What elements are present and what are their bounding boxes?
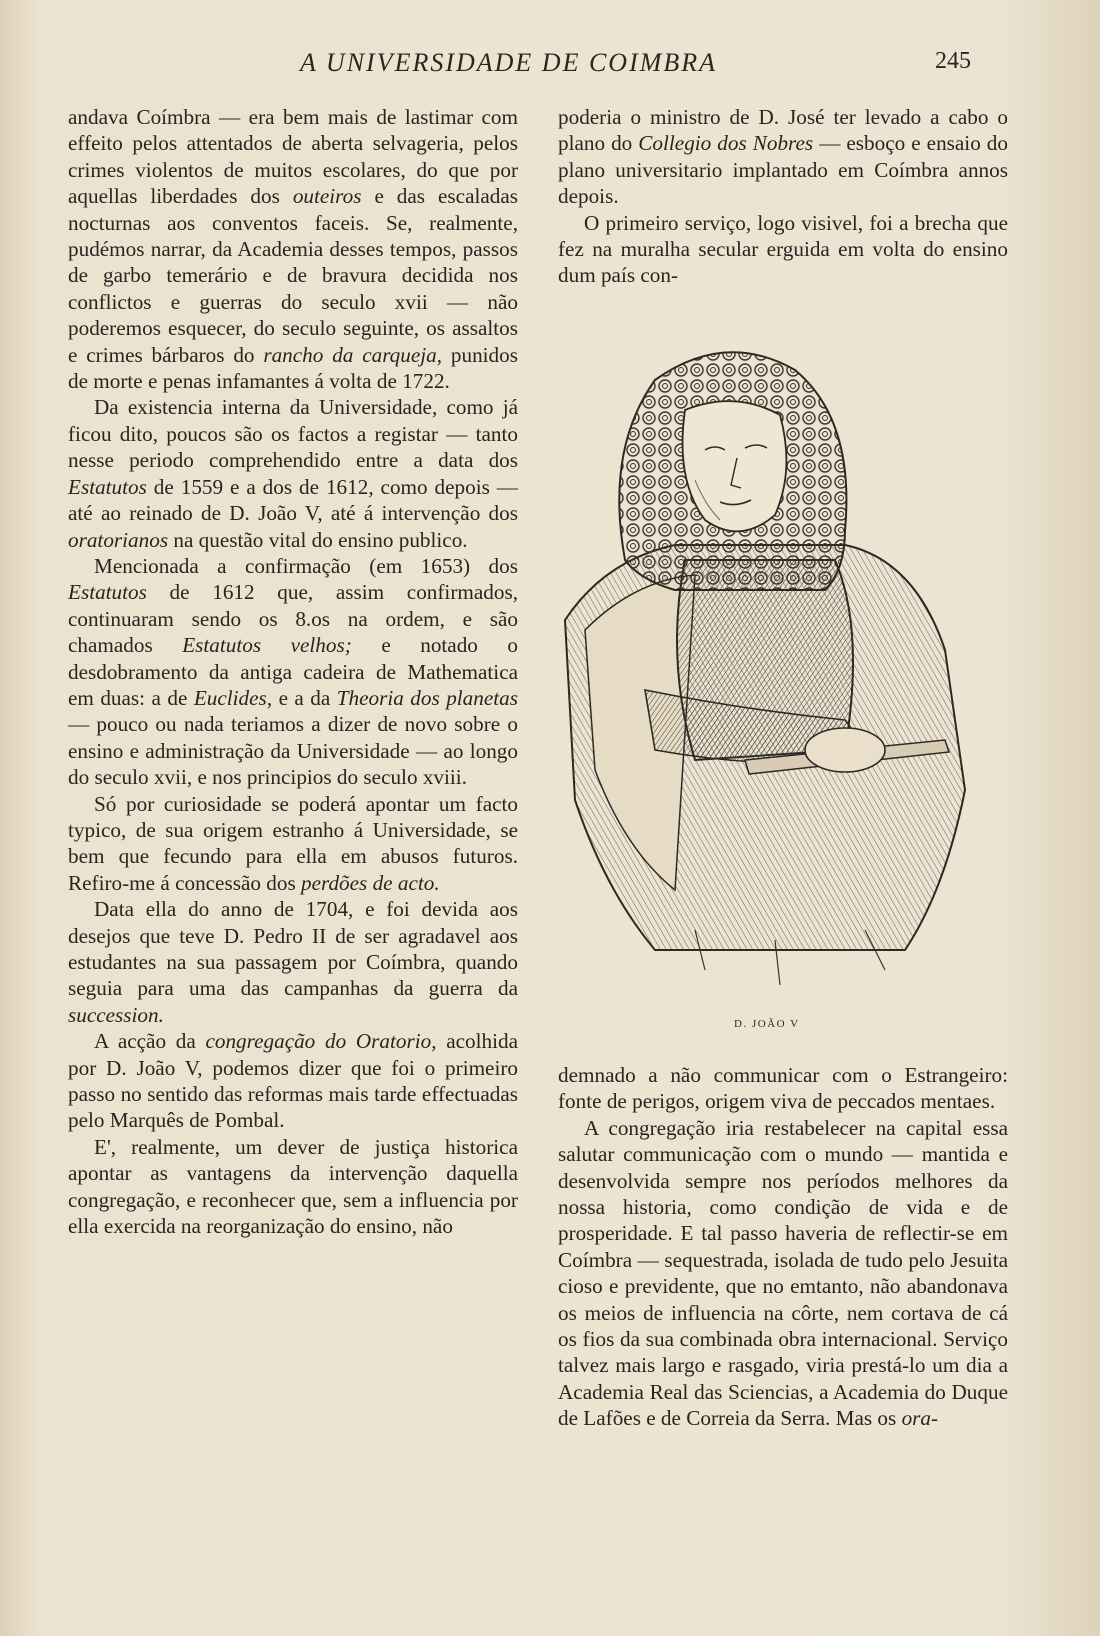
italic-text: succession. [68,1002,164,1027]
caption-text: D. JOÃO V [734,1018,800,1030]
portrait-figure [545,330,985,1020]
italic-text: outeiros [292,184,362,209]
paragraph [68,553,518,791]
italic-text: congregação do Oratorio [205,1029,432,1054]
text: na questão vital do ensino publico. [168,527,468,552]
italic-text: Estatutos [68,580,147,605]
text: — esboço e ensaio do plano universitario implantado em Coímbra annos depois. [558,131,1008,209]
text: andava Coímbra — era bem mais de lastimar com effeito pelos attentados de aberta selvageria, pelos crimes violentos de muitos escolares, do que por aquellas liberdades dos [68,105,518,209]
page-number: 245 [935,48,971,74]
italic-text: Euclides [193,685,267,710]
text: A acção da [94,1029,206,1054]
text: de 1612 que, assim confirmados, continuaram sendo os 8.os na ordem, e são chamados [68,580,518,658]
paragraph [558,104,1008,210]
text: demnado a não communicar com o Estrangeiro: fonte de perigos, origem viva de peccados mentaes. [558,1063,1008,1114]
text: Só por curiosidade se poderá apontar um facto typico, de sua origem estranho á Universidade, se bem que fecundo para ella em abusos futuros. Refiro-me á concessão dos [68,791,518,895]
right-column-bottom [558,1062,1008,1432]
paragraph [68,896,518,1028]
paragraph [558,210,1008,289]
italic-text: Collegio dos Nobres [638,131,814,156]
left-column [68,104,518,1239]
italic-text: rancho da carqueja [263,342,437,367]
right-column-top [558,104,1008,289]
text: e notado o desdobramento da antiga cadeira de Mathematica em duas: a de [68,633,518,710]
page-header [0,48,1100,88]
italic-text: ora- [901,1406,939,1431]
paragraph [68,1134,518,1240]
running-title: A UNIVERSIDADE DE COIMBRA [300,48,718,77]
text: , acolhida por D. João V, podemos dizer que foi o primeiro passo no sentido das reformas mais tarde effectuadas pelo Marquês de Pombal. [68,1029,518,1133]
paragraph [558,1115,1008,1432]
italic-text: perdões de acto. [300,870,440,895]
portrait-engraving [545,330,985,990]
italic-text: Estatutos [68,474,147,499]
text: e das escaladas nocturnas aos conventos faceis. Se, realmente, pudémos narrar, da Academia desses tempos, passos de garbo temerário e de bravura decidida nos conflictos e guerras do seculo xvii — não poderemos esquecer, do seculo seguinte, os assaltos e crimes bárbaros do [68,184,519,367]
text: Data ella do anno de 1704, e foi devida aos desejos que teve D. Pedro II de ser agradavel aos estudantes na sua passagem por Coímbra, quando seguia para uma das campanhas da guerra da [68,897,518,1001]
text: E', realmente, um dever de justiça historica apontar as vantagens da intervenção daquella congregação, e reconhecer que, sem a influencia por ella exercida na reorganização do ensino, não [68,1134,518,1239]
italic-text: oratorianos [68,527,169,552]
paragraph [68,104,518,394]
text: — pouco ou nada teriamos a dizer de novo sobre o ensino e administração da Universidade — ao longo do seculo xvii, e nos principios do seculo xviii. [68,712,518,790]
italic-text: Estatutos velhos; [182,633,352,658]
paragraph [68,791,518,897]
text: poderia o ministro de D. José ter levado a cabo o plano do [558,105,1008,156]
paragraph [558,1062,1008,1115]
text: de 1559 e a dos de 1612, como depois — até ao reinado de D. João V, até á intervenção dos [68,474,518,526]
italic-text: Theoria dos planetas [336,685,518,710]
text: Mencionada a confirmação (em 1653) dos [94,553,518,578]
text: , e a da [266,685,337,710]
text: A congregação iria restabelecer na capital essa salutar communicação com o mundo — mantida e desenvolvida sempre nos períodos melhores da nossa historia, como condição de vida e de prosperidade. E tal passo haveria de reflectir-se em Coímbra — sequestrada, isolada de tudo pelo Jesuita cioso e previdente, que no emtanto, não abandonava os meios de influencia na côrte, nem cortava de cá os fios da sua combinada obra internacional. Serviço talvez mais largo e rasgado, viria prestá-lo um dia a Academia Real das Sciencias, a Academia do Duque de Lafões e de Correia da Serra. Mas os [558,1115,1008,1431]
paragraph [68,394,518,552]
paragraph [68,1028,518,1134]
text: Da existencia interna da Universidade, como já ficou dito, poucos são os factos a registar — tanto nesse periodo comprehendido entre a data dos [68,395,518,473]
text: O primeiro serviço, logo visivel, foi a brecha que fez na muralha secular erguida em volta do ensino dum país con- [558,210,1008,288]
text: , punidos de morte e penas infamantes á volta de 1722. [68,342,518,394]
